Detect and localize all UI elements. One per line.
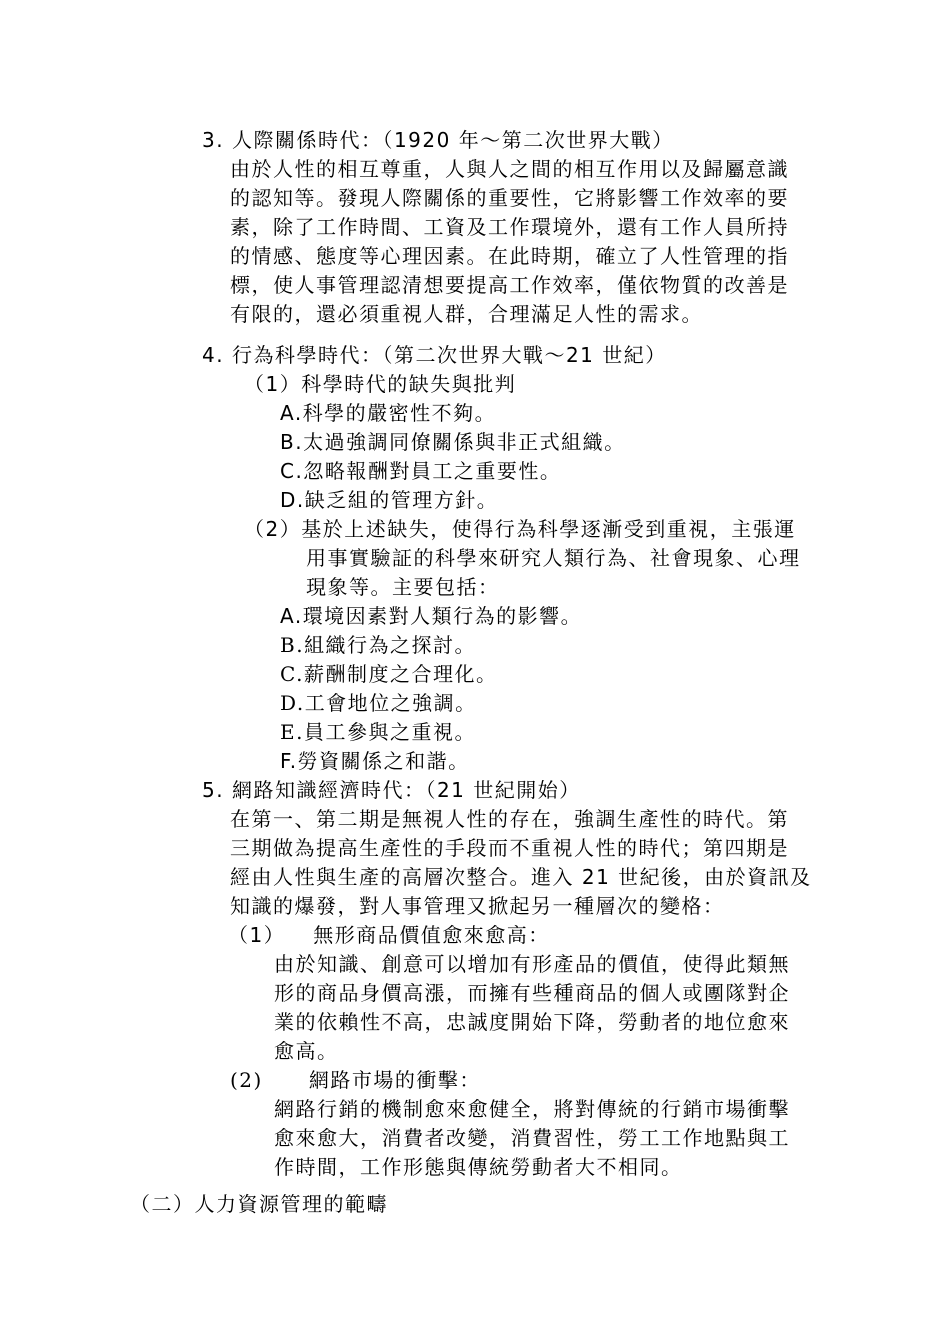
section-3-title: 人際關係時代：（1920 年～第二次世界大戰） <box>231 128 674 152</box>
list-item <box>280 428 626 457</box>
section-4-sub-1-number: （1） <box>244 372 302 396</box>
list-item <box>280 399 496 428</box>
list-item-text: 環境因素對人類行為的影響。 <box>302 604 583 628</box>
section-5-sub-1-line-1: 由於知識、創意可以增加有形產品的價值，使得此類無 <box>274 952 790 976</box>
list-item-text: 忽略報酬對員工之重要性。 <box>303 459 562 483</box>
list-item-letter: D. <box>280 488 305 512</box>
section-4-sub-2-number: （2） <box>244 517 302 541</box>
list-item-letter: A. <box>280 401 303 425</box>
list-item <box>280 631 476 660</box>
list-item-text: 太過強調同僚關係與非正式組織。 <box>303 430 626 454</box>
section-5-line-3: 經由人性與生產的高層次整合。進入 21 世紀後，由於資訊及 <box>230 865 812 889</box>
list-item-text: 工會地位之強調。 <box>304 691 477 715</box>
section-5-sub-1-title: 無形商品價值愈來愈高： <box>313 923 550 947</box>
section-4-sub-2-line-2: 用事實驗証的科學來研究人類行為、社會現象、心理 <box>306 546 801 570</box>
section-5-sub-2-title: 網路市場的衝擊： <box>308 1068 481 1092</box>
section-5-sub-2-number: (2) <box>230 1068 263 1092</box>
section-5-sub-1-line-3: 業的依賴性不高，忠誠度開始下降，勞動者的地位愈來 <box>274 1010 790 1034</box>
list-item-text: 科學的嚴密性不夠。 <box>302 401 497 425</box>
section-4-sub-2-text: 基於上述缺失，使得行為科學逐漸受到重視，主張運 <box>301 517 796 541</box>
section-5-line-4: 知識的爆發，對人事管理又掀起另一種層次的變格： <box>230 894 725 918</box>
list-item <box>280 660 497 689</box>
section-5-sub-2-line-1: 網路行銷的機制愈來愈健全，將對傳統的行銷市場衝擊 <box>274 1097 790 1121</box>
list-item-letter: F. <box>280 749 298 773</box>
section-3-line-3: 素，除了工作時間、工資及工作環境外，還有工作人員所持 <box>230 215 789 239</box>
list-item <box>280 602 582 631</box>
section-5-sub-1-heading <box>228 921 550 950</box>
list-item-text: 勞資關係之和諧。 <box>297 749 470 773</box>
list-item-letter: A. <box>280 604 303 628</box>
list-item-letter: B. <box>280 430 304 454</box>
section-5-sub-2-line-2: 愈來愈大，消費者改變，消費習性，勞工工作地點與工 <box>274 1126 790 1150</box>
list-item-letter: B. <box>280 633 305 657</box>
section-3-heading <box>202 126 674 155</box>
list-item <box>280 457 561 486</box>
list-item-letter: E. <box>280 720 304 744</box>
section-5-sub-2-heading <box>230 1066 481 1095</box>
section-5-line-1: 在第一、第二期是無視人性的存在，強調生產性的時代。第 <box>230 807 789 831</box>
section-4-sub-1-heading <box>244 370 516 399</box>
list-item-letter: C. <box>280 459 304 483</box>
list-item-text: 組織行為之探討。 <box>304 633 477 657</box>
section-2-heading: （二）人力資源管理的範疇 <box>130 1192 388 1216</box>
list-item-text: 薪酬制度之合理化。 <box>303 662 498 686</box>
section-4-sub-2-line-3: 現象等。主要包括： <box>306 575 500 599</box>
section-5-line-2: 三期做為提高生產性的手段而不重視人性的時代；第四期是 <box>230 836 789 860</box>
section-3-line-4: 的情感、態度等心理因素。在此時期，確立了人性管理的指 <box>230 244 789 268</box>
section-4-number: 4. <box>202 343 225 367</box>
section-5-title: 網路知識經濟時代：（21 世紀開始） <box>231 778 581 802</box>
list-item-letter: D. <box>280 691 305 715</box>
section-3-line-5: 標，使人事管理認清想要提高工作效率，僅依物質的改善是 <box>230 273 789 297</box>
list-item-text: 缺乏組的管理方針。 <box>304 488 499 512</box>
section-3-number: 3. <box>202 128 225 152</box>
section-3-line-1: 由於人性的相互尊重，人與人之間的相互作用以及歸屬意識 <box>230 157 789 181</box>
list-item <box>280 486 498 515</box>
section-5-number: 5. <box>202 778 225 802</box>
section-4-sub-1-title: 科學時代的缺失與批判 <box>301 372 517 396</box>
list-item <box>280 718 476 747</box>
section-4-heading <box>202 341 667 370</box>
section-5-sub-1-line-4: 愈高。 <box>274 1039 339 1063</box>
section-4-sub-2-line-1 <box>244 515 796 544</box>
section-5-sub-1-line-2: 形的商品身價高漲，而擁有些種商品的個人或團隊對企 <box>274 981 790 1005</box>
section-5-sub-2-line-3: 作時間，工作形態與傳統勞動者大不相同。 <box>274 1155 683 1179</box>
list-item <box>280 747 470 776</box>
list-item <box>280 689 477 718</box>
section-3-line-6: 有限的，還必須重視人群，合理滿足人性的需求。 <box>230 302 703 326</box>
section-3-line-2: 的認知等。發現人際關係的重要性，它將影響工作效率的要 <box>230 186 789 210</box>
section-4-title: 行為科學時代：（第二次世界大戰～21 世紀） <box>231 343 667 367</box>
section-5-sub-1-number: （1） <box>228 923 286 947</box>
list-item-text: 員工參與之重視。 <box>303 720 476 744</box>
section-5-heading <box>202 776 581 805</box>
list-item-letter: C. <box>280 662 304 686</box>
